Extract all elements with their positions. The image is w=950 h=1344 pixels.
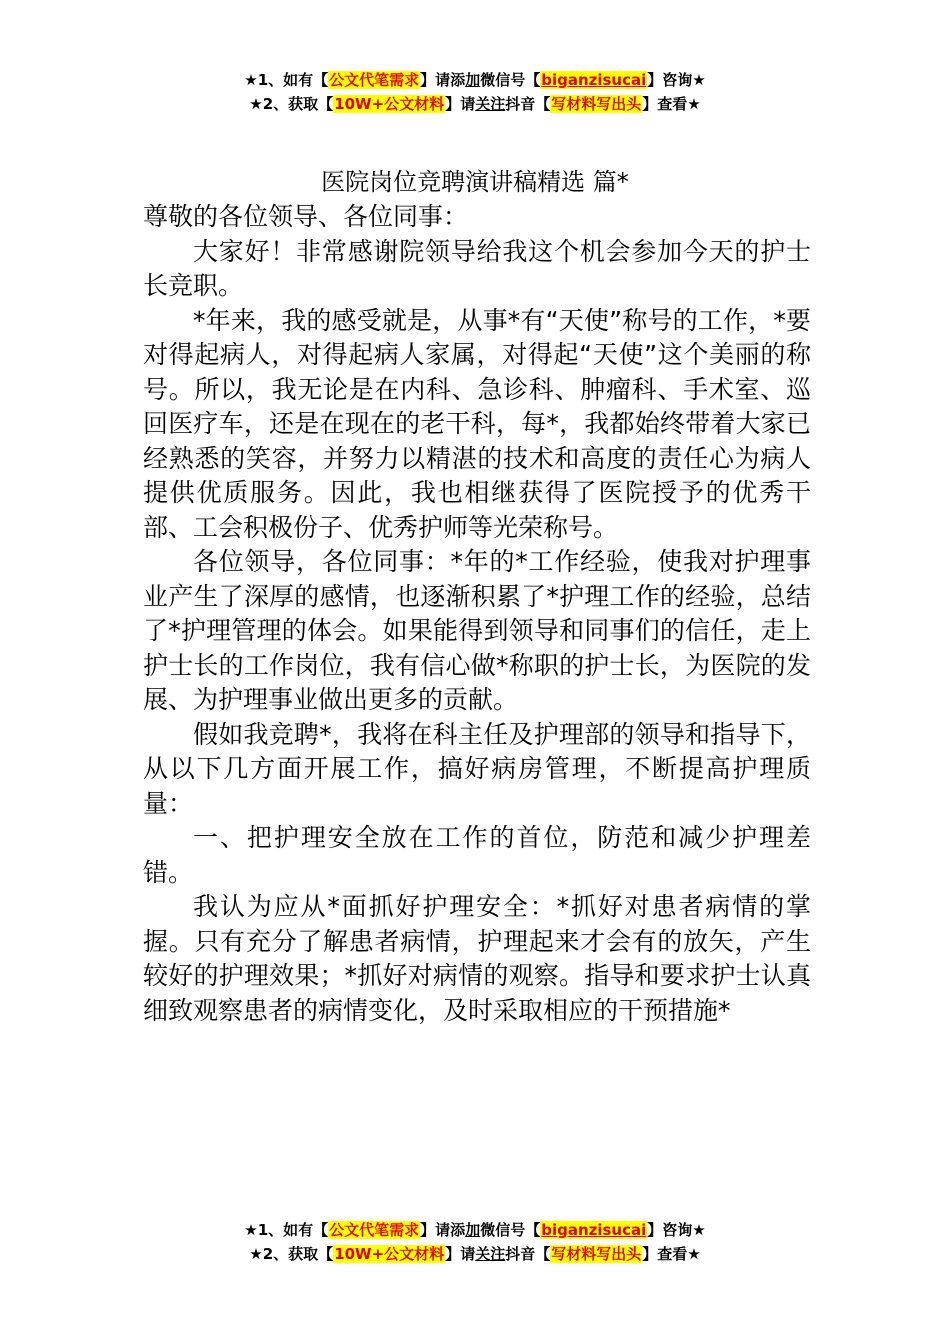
banner-text: 1、如有【 (257, 71, 329, 89)
header-banner-line-2 (0, 92, 950, 116)
banner-highlight: 10W+公文材料 (334, 95, 445, 113)
header-banner-line-1 (0, 68, 950, 92)
banner-text: 微信号【 (480, 1221, 541, 1239)
section-heading: 一、把护理安全放在工作的首位，防范和减少护理差错。 (143, 823, 811, 887)
footer-banner (0, 1218, 950, 1266)
document-title: 医院岗位竞聘演讲稿精选 篇* (321, 168, 629, 196)
footer-banner-line-1 (0, 1218, 950, 1242)
footer-banner-line-2 (0, 1242, 950, 1266)
star-icon: ★ (249, 1245, 263, 1263)
paragraph: 各位领导，各位同事：*年的*工作经验，使我对护理事业产生了深厚的感情，也逐渐积累了*护理工作的经验，总结了*护理管理的体会。如果能得到领导和同事们的信任，走上护士长的工作岗位，我有信心做*称职的护士长，为医院的发展、为护理事业做出更多的贡献。 (143, 547, 811, 714)
banner-text: 】查看★ (642, 1245, 701, 1263)
banner-highlight: 公文代笔需求 (329, 71, 420, 89)
banner-text: 】咨询★ (647, 71, 706, 89)
banner-text: 微信号【 (480, 71, 541, 89)
banner-text: 抖音【 (505, 1245, 551, 1263)
paragraph: *年来，我的感受就是，从事*有“天使”称号的工作，*要对得起病人，对得起病人家属，对得起“天使”这个美丽的称号。所以，我无论是在内科、急诊科、肿瘤科、手术室、巡回医疗车，还是在现在的老干科，每*，我都始终带着大家已经熟悉的笑容，并努力以精湛的技术和高度的责任心为病人提供优质服务。因此，我也相继获得了医院授予的优秀干部、工会积极份子、优秀护师等光荣称号。 (143, 305, 811, 542)
banner-text: 关注 (475, 1245, 506, 1263)
salutation: 尊敬的各位领导、各位同事： (143, 202, 469, 231)
banner-text: 2、获取【 (262, 95, 334, 113)
paragraph: 假如我竞聘*，我将在科主任及护理部的领导和指导下，从以下几方面开展工作，搞好病房管理，不断提高护理质量： (143, 719, 811, 818)
header-banner (0, 68, 950, 116)
banner-highlight: 公文代笔需求 (329, 1221, 420, 1239)
banner-highlight-douyin: 写材料写出头 (551, 1245, 642, 1263)
banner-text: 】请 (445, 1245, 476, 1263)
paragraph: 大家好！非常感谢院领导给我这个机会参加今天的护士长竞职。 (143, 236, 811, 300)
banner-text: 加 (465, 71, 481, 89)
star-icon: ★ (244, 1221, 258, 1239)
banner-highlight: 10W+公文材料 (334, 1245, 445, 1263)
banner-text: 1、如有【 (257, 1221, 329, 1239)
banner-text: 】查看★ (642, 95, 701, 113)
document-body (143, 200, 811, 1028)
banner-highlight-wechat-id: biganzisucai (541, 71, 647, 89)
banner-text: 加 (465, 1221, 481, 1239)
banner-text: 】请添 (420, 1221, 466, 1239)
paragraph: 我认为应从*面抓好护理安全：*抓好对患者病情的掌握。只有充分了解患者病情，护理起来才会有的放矢，产生较好的护理效果；*抓好对病情的观察。指导和要求护士认真细致观察患者的病情变化，及时采取相应的干预措施* (143, 892, 811, 1025)
banner-text: 】请添 (420, 71, 466, 89)
banner-highlight-douyin: 写材料写出头 (551, 95, 642, 113)
banner-highlight-wechat-id: biganzisucai (541, 1221, 647, 1239)
banner-text: 2、获取【 (262, 1245, 334, 1263)
star-icon: ★ (244, 71, 258, 89)
banner-text: 】咨询★ (647, 1221, 706, 1239)
banner-text: 】请 (445, 95, 476, 113)
star-icon: ★ (249, 95, 263, 113)
banner-text: 抖音【 (505, 95, 551, 113)
banner-text: 关注 (475, 95, 506, 113)
